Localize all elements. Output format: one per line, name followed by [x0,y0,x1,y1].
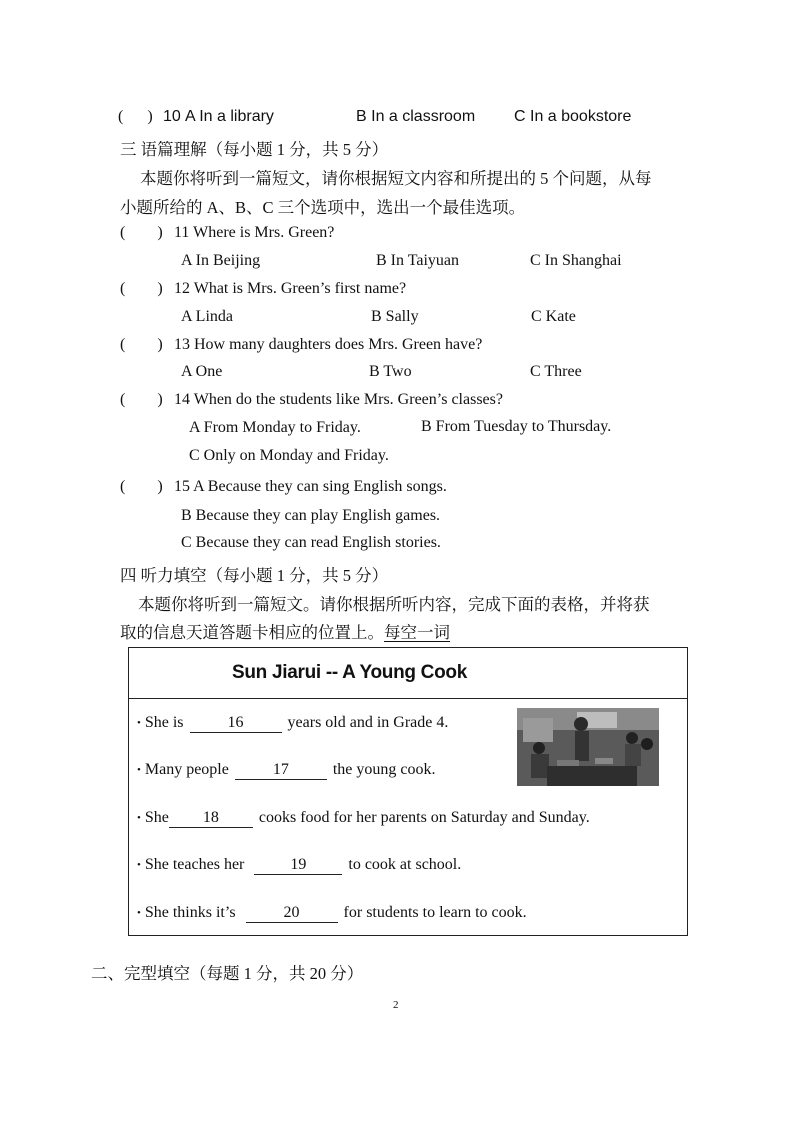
question-stem: 11 Where is Mrs. Green? [174,224,335,241]
question-stem: 13 How many daughters does Mrs. Green have? [174,336,483,353]
bullet-icon: • [137,907,141,919]
answer-blank: 19 [254,856,342,875]
page-number: 2 [393,999,399,1011]
row-text-before: She thinks it’s [144,904,236,921]
section-title: 二、完型填空（每题 1 分，共 20 分） [91,964,364,983]
option-b: B In a classroom [356,108,476,125]
option-c: C In a bookstore [514,108,632,125]
table-row [137,856,461,875]
answer-paren: ( ) [120,391,163,408]
instruction-text [120,619,450,643]
table-row [137,714,448,733]
instruction-text: 小题所给的 A、B、C 三个选项中，选出一个最佳选项。 [120,198,526,217]
table-row [137,904,527,923]
option-c: C Only on Monday and Friday. [189,447,389,464]
cooking-class-photo [517,708,659,786]
row-text-before: She is [144,714,184,731]
option-a: A From Monday to Friday. [189,419,361,436]
answer-paren: ( ) [120,478,163,495]
option-a: A In a library [185,108,274,125]
row-text-after: years old and in Grade 4. [287,714,449,731]
bullet-icon: • [137,717,141,729]
table-row [137,761,436,780]
option-a: A In Beijing [181,252,261,269]
answer-blank: 20 [246,904,338,923]
row-text-before: Many people [144,761,229,778]
row-text-before: She [144,809,169,826]
question-stem: 12 What is Mrs. Green’s first name? [174,280,407,297]
answer-blank: 16 [190,714,282,733]
fill-in-table [128,647,688,936]
table-header [129,648,687,699]
answer-blank: 18 [169,809,253,828]
instruction-emphasis: 每空一词 [384,623,450,642]
bullet-icon: • [137,812,141,824]
bullet-icon: • [137,859,141,871]
table-row [137,809,590,828]
section-title: 三 语篇理解（每小题 1 分，共 5 分） [120,140,389,159]
answer-paren: ( ) [120,280,163,297]
table-title: Sun Jiarui -- A Young Cook [232,662,467,683]
option-c: C Three [530,363,582,380]
bullet-icon: • [137,764,141,776]
section-title: 四 听力填空（每小题 1 分，共 5 分） [120,566,389,585]
answer-blank: 17 [235,761,327,780]
row-text-after: to cook at school. [348,856,462,873]
option-b: B Two [369,363,412,380]
option-a: A Linda [181,308,233,325]
answer-paren: ( ) [120,224,163,241]
row-text-after: cooks food for her parents on Saturday and Sunday. [258,809,590,826]
option-b: B Because they can play English games. [181,507,441,524]
answer-paren: ( ) [120,336,163,353]
question-number: 10 [163,108,181,125]
instruction-main: 取的信息天道答题卡相应的位置上。 [120,623,384,642]
option-c: C In Shanghai [530,252,622,269]
row-text-after: for students to learn to cook. [343,904,527,921]
row-text-after: the young cook. [332,761,436,778]
question-stem: 15 A Because they can sing English songs. [174,478,447,495]
question-stem: 14 When do the students like Mrs. Green’s classes? [174,391,503,408]
option-b: B Sally [371,308,419,325]
option-b: B In Taiyuan [376,252,460,269]
instruction-text: 本题你将听到一篇短文，请你根据短文内容和所提出的 5 个问题，从每 [140,169,652,188]
option-b: B From Tuesday to Thursday. [421,418,612,435]
cooking-class-photo-image [517,708,659,786]
row-text-before: She teaches her [144,856,245,873]
answer-paren: ( ) [118,108,153,125]
instruction-text: 本题你将听到一篇短文。请你根据所听内容，完成下面的表格，并将获 [138,595,650,614]
option-a: A One [181,363,223,380]
option-c: C Because they can read English stories. [181,534,441,551]
option-c: C Kate [531,308,576,325]
